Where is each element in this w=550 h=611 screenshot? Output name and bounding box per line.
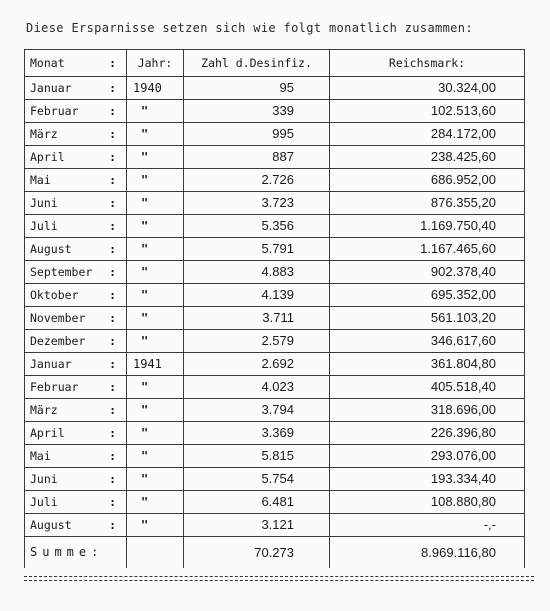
month-cell: Mai : xyxy=(25,169,127,192)
table-row xyxy=(25,353,525,376)
year-cell: " xyxy=(127,330,184,353)
amount-cell: 226.396,80 xyxy=(330,422,525,445)
year-cell: " xyxy=(127,514,184,537)
year-cell: 1940 xyxy=(127,77,184,100)
count-cell: 4.023 xyxy=(184,376,330,399)
count-cell: 5.815 xyxy=(184,445,330,468)
count-cell: 4.883 xyxy=(184,261,330,284)
count-cell: 5.791 xyxy=(184,238,330,261)
amount-cell: 318.696,00 xyxy=(330,399,525,422)
year-cell: " xyxy=(127,169,184,192)
month-cell: April : xyxy=(25,422,127,445)
amount-cell: 346.617,60 xyxy=(330,330,525,353)
year-cell: " xyxy=(127,123,184,146)
year-cell: " xyxy=(127,376,184,399)
amount-cell: 102.513,60 xyxy=(330,100,525,123)
month-cell: Februar : xyxy=(25,100,127,123)
header-amount: Reichsmark: xyxy=(330,50,525,77)
count-cell: 2.579 xyxy=(184,330,330,353)
count-cell: 887 xyxy=(184,146,330,169)
count-cell: 3.711 xyxy=(184,307,330,330)
table-header-row xyxy=(25,50,525,77)
header-month: Monat : xyxy=(25,50,127,77)
year-cell: " xyxy=(127,399,184,422)
count-cell: 95 xyxy=(184,77,330,100)
year-cell: " xyxy=(127,100,184,123)
year-cell: " xyxy=(127,215,184,238)
year-cell: " xyxy=(127,261,184,284)
month-cell: Juli : xyxy=(25,215,127,238)
amount-cell: 902.378,40 xyxy=(330,261,525,284)
count-cell: 3.794 xyxy=(184,399,330,422)
header-count: Zahl d.Desinfiz. xyxy=(184,50,330,77)
count-cell: 2.726 xyxy=(184,169,330,192)
year-cell: " xyxy=(127,307,184,330)
year-cell: " xyxy=(127,445,184,468)
amount-cell: 876.355,20 xyxy=(330,192,525,215)
count-cell: 3.369 xyxy=(184,422,330,445)
amount-cell: 361.804,80 xyxy=(330,353,525,376)
total-label: Summe: xyxy=(25,537,127,569)
month-cell: April : xyxy=(25,146,127,169)
year-cell: " xyxy=(127,146,184,169)
table-row xyxy=(25,330,525,353)
month-cell: Januar : xyxy=(25,77,127,100)
count-cell: 995 xyxy=(184,123,330,146)
amount-cell: 561.103,20 xyxy=(330,307,525,330)
amount-cell: 405.518,40 xyxy=(330,376,525,399)
year-cell: 1941 xyxy=(127,353,184,376)
table-row xyxy=(25,284,525,307)
month-cell: Mai : xyxy=(25,445,127,468)
month-cell: September : xyxy=(25,261,127,284)
month-cell: Juli : xyxy=(25,491,127,514)
amount-cell: 1.169.750,40 xyxy=(330,215,525,238)
table-row xyxy=(25,261,525,284)
table-row xyxy=(25,514,525,537)
month-cell: August : xyxy=(25,514,127,537)
amount-cell: 238.425,60 xyxy=(330,146,525,169)
table-row xyxy=(25,77,525,100)
month-cell: Juni : xyxy=(25,192,127,215)
table-row xyxy=(25,238,525,261)
year-cell: " xyxy=(127,284,184,307)
year-cell: " xyxy=(127,491,184,514)
month-cell: Februar : xyxy=(25,376,127,399)
amount-cell: 1.167.465,60 xyxy=(330,238,525,261)
amount-cell: 193.334,40 xyxy=(330,468,525,491)
table-row xyxy=(25,146,525,169)
table-row xyxy=(25,399,525,422)
amount-cell: 695.352,00 xyxy=(330,284,525,307)
amount-cell: -,- xyxy=(330,514,525,537)
savings-table-body xyxy=(25,50,525,569)
total-amount: 8.969.116,80 xyxy=(330,537,525,569)
double-rule-top xyxy=(24,576,534,577)
table-row xyxy=(25,468,525,491)
count-cell: 3.723 xyxy=(184,192,330,215)
count-cell: 3.121 xyxy=(184,514,330,537)
table-row xyxy=(25,376,525,399)
year-cell: " xyxy=(127,422,184,445)
amount-cell: 293.076,00 xyxy=(330,445,525,468)
amount-cell: 686.952,00 xyxy=(330,169,525,192)
table-row xyxy=(25,123,525,146)
count-cell: 6.481 xyxy=(184,491,330,514)
month-cell: November : xyxy=(25,307,127,330)
total-row xyxy=(25,537,525,569)
month-cell: August : xyxy=(25,238,127,261)
year-cell: " xyxy=(127,238,184,261)
count-cell: 339 xyxy=(184,100,330,123)
table-row xyxy=(25,445,525,468)
amount-cell: 284.172,00 xyxy=(330,123,525,146)
table-row xyxy=(25,422,525,445)
amount-cell: 108.880,80 xyxy=(330,491,525,514)
header-year: Jahr: xyxy=(127,50,184,77)
count-cell: 5.754 xyxy=(184,468,330,491)
table-row xyxy=(25,307,525,330)
intro-sentence: Diese Ersparnisse setzen sich wie folgt monatlich zusammen: xyxy=(26,21,473,35)
savings-table xyxy=(24,49,525,568)
month-cell: Dezember : xyxy=(25,330,127,353)
month-cell: Januar : xyxy=(25,353,127,376)
year-cell: " xyxy=(127,192,184,215)
month-cell: Oktober : xyxy=(25,284,127,307)
year-cell: " xyxy=(127,468,184,491)
count-cell: 2.692 xyxy=(184,353,330,376)
month-cell: Juni : xyxy=(25,468,127,491)
count-cell: 5.356 xyxy=(184,215,330,238)
table-row xyxy=(25,192,525,215)
month-cell: März : xyxy=(25,399,127,422)
total-count: 70.273 xyxy=(184,537,330,569)
table-row xyxy=(25,491,525,514)
count-cell: 4.139 xyxy=(184,284,330,307)
table-row xyxy=(25,215,525,238)
month-cell: März : xyxy=(25,123,127,146)
total-year-empty xyxy=(127,537,184,569)
table-row xyxy=(25,100,525,123)
double-rule-bottom xyxy=(24,580,534,581)
amount-cell: 30.324,00 xyxy=(330,77,525,100)
table-row xyxy=(25,169,525,192)
